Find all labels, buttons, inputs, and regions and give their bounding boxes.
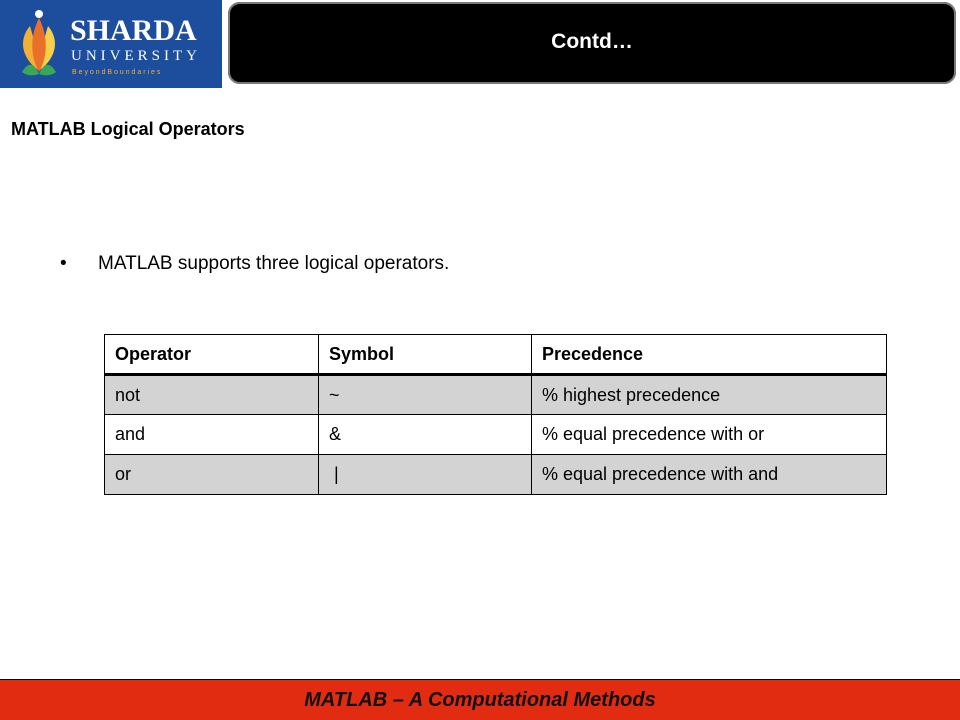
cell-precedence: % equal precedence with or bbox=[532, 415, 887, 455]
logo-name: SHARDA bbox=[70, 14, 197, 47]
title-bar bbox=[228, 2, 956, 84]
bullet-text: MATLAB supports three logical operators. bbox=[98, 253, 450, 274]
table-row bbox=[105, 415, 887, 455]
logical-operators-table bbox=[104, 334, 887, 495]
cell-operator: or bbox=[105, 455, 319, 495]
logo-emblem-icon bbox=[0, 0, 222, 88]
cell-precedence: % equal precedence with and bbox=[532, 455, 887, 495]
table-row bbox=[105, 455, 887, 495]
header-operator: Operator bbox=[105, 335, 319, 375]
table-header-row bbox=[105, 335, 887, 375]
section-heading: MATLAB Logical Operators bbox=[11, 119, 245, 139]
table-row bbox=[105, 375, 887, 415]
cell-symbol: & bbox=[319, 415, 532, 455]
slide-title: Contd… bbox=[551, 30, 633, 53]
sharda-university-logo bbox=[0, 0, 222, 88]
bullet-icon: • bbox=[60, 253, 67, 274]
cell-operator: not bbox=[105, 375, 319, 415]
footer-bar bbox=[0, 679, 960, 720]
cell-operator: and bbox=[105, 415, 319, 455]
header-symbol: Symbol bbox=[319, 335, 532, 375]
logo-tagline: B e y o n d B o u n d a r i e s bbox=[72, 69, 161, 76]
cell-precedence: % highest precedence bbox=[532, 375, 887, 415]
bullet-item bbox=[60, 253, 449, 275]
logo-subtitle: UNIVERSITY bbox=[71, 48, 201, 64]
header-precedence: Precedence bbox=[532, 335, 887, 375]
cell-symbol: | bbox=[319, 455, 532, 495]
cell-symbol: ~ bbox=[319, 375, 532, 415]
footer-text: MATLAB – A Computational Methods bbox=[304, 689, 656, 711]
